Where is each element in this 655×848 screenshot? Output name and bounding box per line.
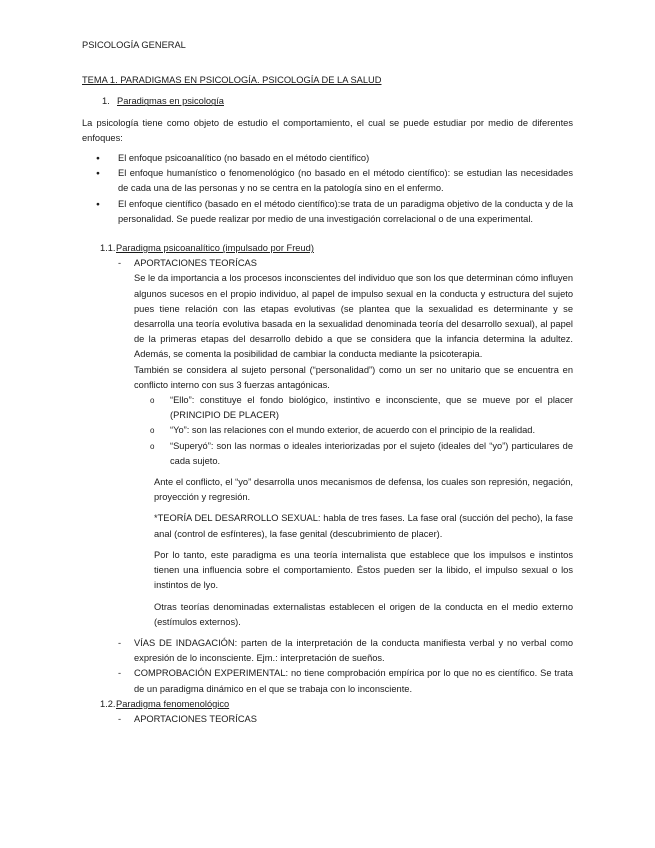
section-1-title: Paradigmas en psicología: [117, 96, 224, 107]
psicoanalitico-paragraph: Se le da importancia a los procesos inconscientes del individuo que son los que determinan cómo influyen algunos sucesos en el propio individuo, al papel de impulso sexual en la conducta y estructura del sujeto pues tiene relación con las etapas evolutivas (se plantea que la sexualidad es determinante y se desarrolla una teoría evolutiva basada en la sexualidad denominada teoría del desarrollo sexual), al papel de la primeras etapas del desarrollo debido a que se considera que la infancia determina la adultez. Además, se comenta la posibilidad de cambiar la conducta mediante la psicoterapia.: [134, 273, 573, 360]
vias-indagacion-item: - VÍAS DE INDAGACIÓN: parten de la interpretación de la conducta manifiesta verbal y no verbal como expresión de lo inconsciente. Ejm.: interpretación de sueños.: [82, 636, 573, 666]
subsection-1-2-title: Paradigma fenomenológico: [116, 698, 230, 709]
section-1-heading: [82, 94, 573, 109]
subsection-1-2-number: 1.2.: [100, 698, 116, 709]
subsection-1-1-number: 1.1.: [100, 243, 116, 254]
fuerza-item: o “Yo”: son las relaciones con el mundo exterior, de acuerdo con el principio de la realidad.: [170, 423, 573, 438]
subsection-1-1-title: Paradigma psicoanalítico (impulsado por Freud): [116, 243, 314, 254]
page-header: PSICOLOGÍA GENERAL: [82, 40, 186, 50]
enfoques-list: [82, 151, 573, 227]
aportaciones-label: - APORTACIONES TEORÍCAS: [82, 256, 573, 271]
externalista-paragraph: Otras teorías denominadas externalistas establecen el origen de la conducta en el medio externo (estímulos externos).: [154, 601, 573, 627]
enfoque-item: ● El enfoque humanístico o fenomenológico (no basado en el método científico): se estudian las necesidades de cada una de las personas y no se centra en la patología sino en el enfermo.: [118, 166, 573, 196]
fuerza-item: o “Superyó”: son las normas o ideales interiorizadas por el sujeto (ideales del “yo”) particulares de cada sujeto.: [170, 439, 573, 469]
section-1-number: 1.: [102, 96, 110, 107]
aportaciones-label-2: - APORTACIONES TEORÍCAS: [82, 712, 573, 727]
comprobacion-item: - COMPROBACIÓN EXPERIMENTAL: no tiene comprobación empírica por lo que no es científico. Se trata de un paradigma dinámico en el que se trabaja con lo inconsciente.: [82, 666, 573, 696]
intro-paragraph: La psicología tiene como objeto de estudio el comportamiento, el cual se puede estudiar por medio de diferentes enfoques:: [82, 117, 573, 143]
mecanismos-paragraph: Ante el conflicto, el “yo” desarrolla unos mecanismos de defensa, los cuales son represión, negación, proyección y regresión.: [154, 477, 573, 503]
subsection-1-2-heading: [82, 697, 573, 712]
subsection-1-1-heading: [82, 241, 573, 256]
psicoanalitico-paragraph: También se considera al sujeto personal (“personalidad”) como un ser no unitario que se encuentra en conflicto interno con sus 3 fuerzas antagónicas.: [134, 364, 573, 390]
enfoque-item: ● El enfoque psicoanalítico (no basado en el método científico): [118, 151, 573, 166]
internalista-paragraph: Por lo tanto, este paradigma es una teoría internalista que establece que los impulsos e instintos tienen una influencia sobre el comportamiento. Éstos pueden ser la libido, el impulso sexual o los instintos de lyo.: [154, 549, 573, 591]
enfoque-item: ● El enfoque científico (basado en el método científico):se trata de un paradigma objetivo de la conducta y de la personalidad. Se puede realizar por medio de una investigación correlacional o de una experimental.: [118, 197, 573, 227]
fuerzas-list: [82, 393, 573, 469]
desarrollo-sexual-paragraph: *TEORÍA DEL DESARROLLO SEXUAL: habla de tres fases. La fase oral (succión del pecho), la fase anal (control de esfínteres), la fase genital (descubrimiento de placer).: [154, 513, 573, 539]
fuerza-item: o “Ello”: constituye el fondo biológico, instintivo e inconsciente, que se mueve por el placer (PRINCIPIO DE PLACER): [170, 393, 573, 423]
tema-title: TEMA 1. PARADIGMAS EN PSICOLOGÍA. PSICOLOGÍA DE LA SALUD: [82, 75, 382, 86]
